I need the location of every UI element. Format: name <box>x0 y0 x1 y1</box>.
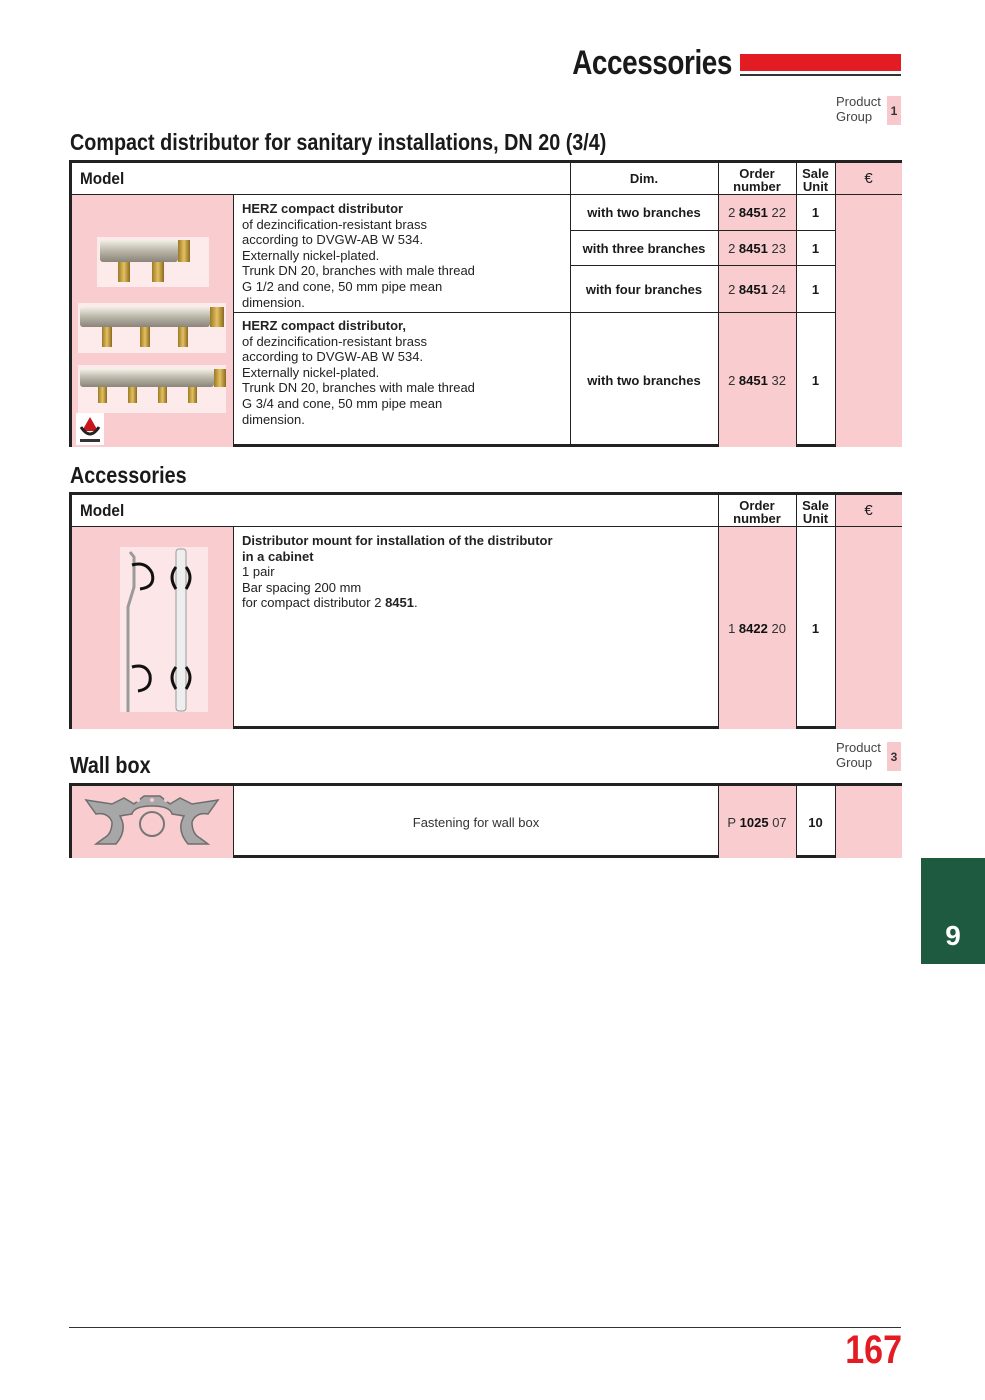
section-heading-compact-distributor: Compact distributor for sanitary installations, DN 20 (3/4) <box>70 129 607 155</box>
column-header-sale-unit: Sale Unit <box>802 166 829 194</box>
section-heading-wall-box: Wall box <box>70 752 151 778</box>
compact-distributor-table <box>69 160 902 447</box>
table-row-unit: 1 <box>811 205 820 220</box>
product-group-label: Product Group <box>836 94 881 124</box>
price-column-bg <box>835 163 902 447</box>
accessories-table <box>69 492 902 729</box>
table-row-unit: 1 <box>811 620 820 636</box>
column-header-model: Model <box>80 169 125 188</box>
page-number: 167 <box>845 1328 902 1372</box>
price-column-bg <box>835 495 902 729</box>
product-group-number: 1 <box>887 96 901 125</box>
table-row-dim: with two branches <box>587 372 701 388</box>
table-row-order-number: P 1025 07 <box>727 814 787 830</box>
column-header-sale-unit: Sale Unit <box>802 498 829 526</box>
column-header-order-number: Order number <box>733 498 781 526</box>
table-row-order-number: 2 8451 24 <box>728 281 786 297</box>
table-row-order-number: 2 8451 22 <box>728 205 786 220</box>
product-group-number: 3 <box>887 742 901 771</box>
table-row-dim: with four branches <box>585 281 703 297</box>
table-row-dim: with two branches <box>587 205 701 220</box>
page-title: Accessories <box>572 44 732 82</box>
wall-box-table <box>69 783 902 858</box>
table-row-order-number: 2 8451 23 <box>728 240 786 256</box>
column-header-price: € <box>864 502 873 519</box>
distributor-mount-description: Distributor mount for installation of the distributor in a cabinet 1 pair Bar spacing 200 mm for compact distributor 2 8451. <box>242 533 553 611</box>
table-row-unit: 10 <box>808 814 823 830</box>
product-description-1: HERZ compact distributor of dezincification-resistant brass according to DVGW-AB W 534. Externally nickel-plated. Trunk DN 20, branches with male thread G 1/2 and cone, 50 mm pipe mean dimension. <box>242 201 475 310</box>
table-row-unit: 1 <box>811 281 820 297</box>
column-header-order-number: Order number <box>733 166 781 194</box>
column-header-price: € <box>864 170 873 187</box>
chapter-number: 9 <box>945 920 961 951</box>
wall-box-fastening-image <box>72 786 233 858</box>
wall-box-description: Fastening for wall box <box>412 814 540 830</box>
distributor-mount-image <box>72 527 233 729</box>
table-row-unit: 1 <box>811 372 820 388</box>
title-underline <box>740 74 901 76</box>
product-group-label: Product Group <box>836 740 881 770</box>
section-heading-accessories: Accessories <box>70 462 187 488</box>
title-red-bar <box>740 54 901 71</box>
footer-divider <box>69 1327 901 1328</box>
column-header-model: Model <box>80 501 125 520</box>
table-row-dim: with three branches <box>582 240 706 256</box>
table-row-order-number: 2 8451 32 <box>728 372 786 388</box>
product-description-2: HERZ compact distributor, of dezincification-resistant brass according to DVGW-AB W 534. Externally nickel-plated. Trunk DN 20, branches with male thread G 3/4 and cone, 50 mm pipe mean dimension. <box>242 318 475 427</box>
column-header-dim: Dim. <box>629 171 659 186</box>
chapter-tab[interactable] <box>921 858 985 964</box>
price-column-bg <box>835 786 902 858</box>
table-row-unit: 1 <box>811 240 820 256</box>
compact-distributor-image <box>72 195 233 447</box>
table-row-order-number: 1 8422 20 <box>728 620 786 636</box>
